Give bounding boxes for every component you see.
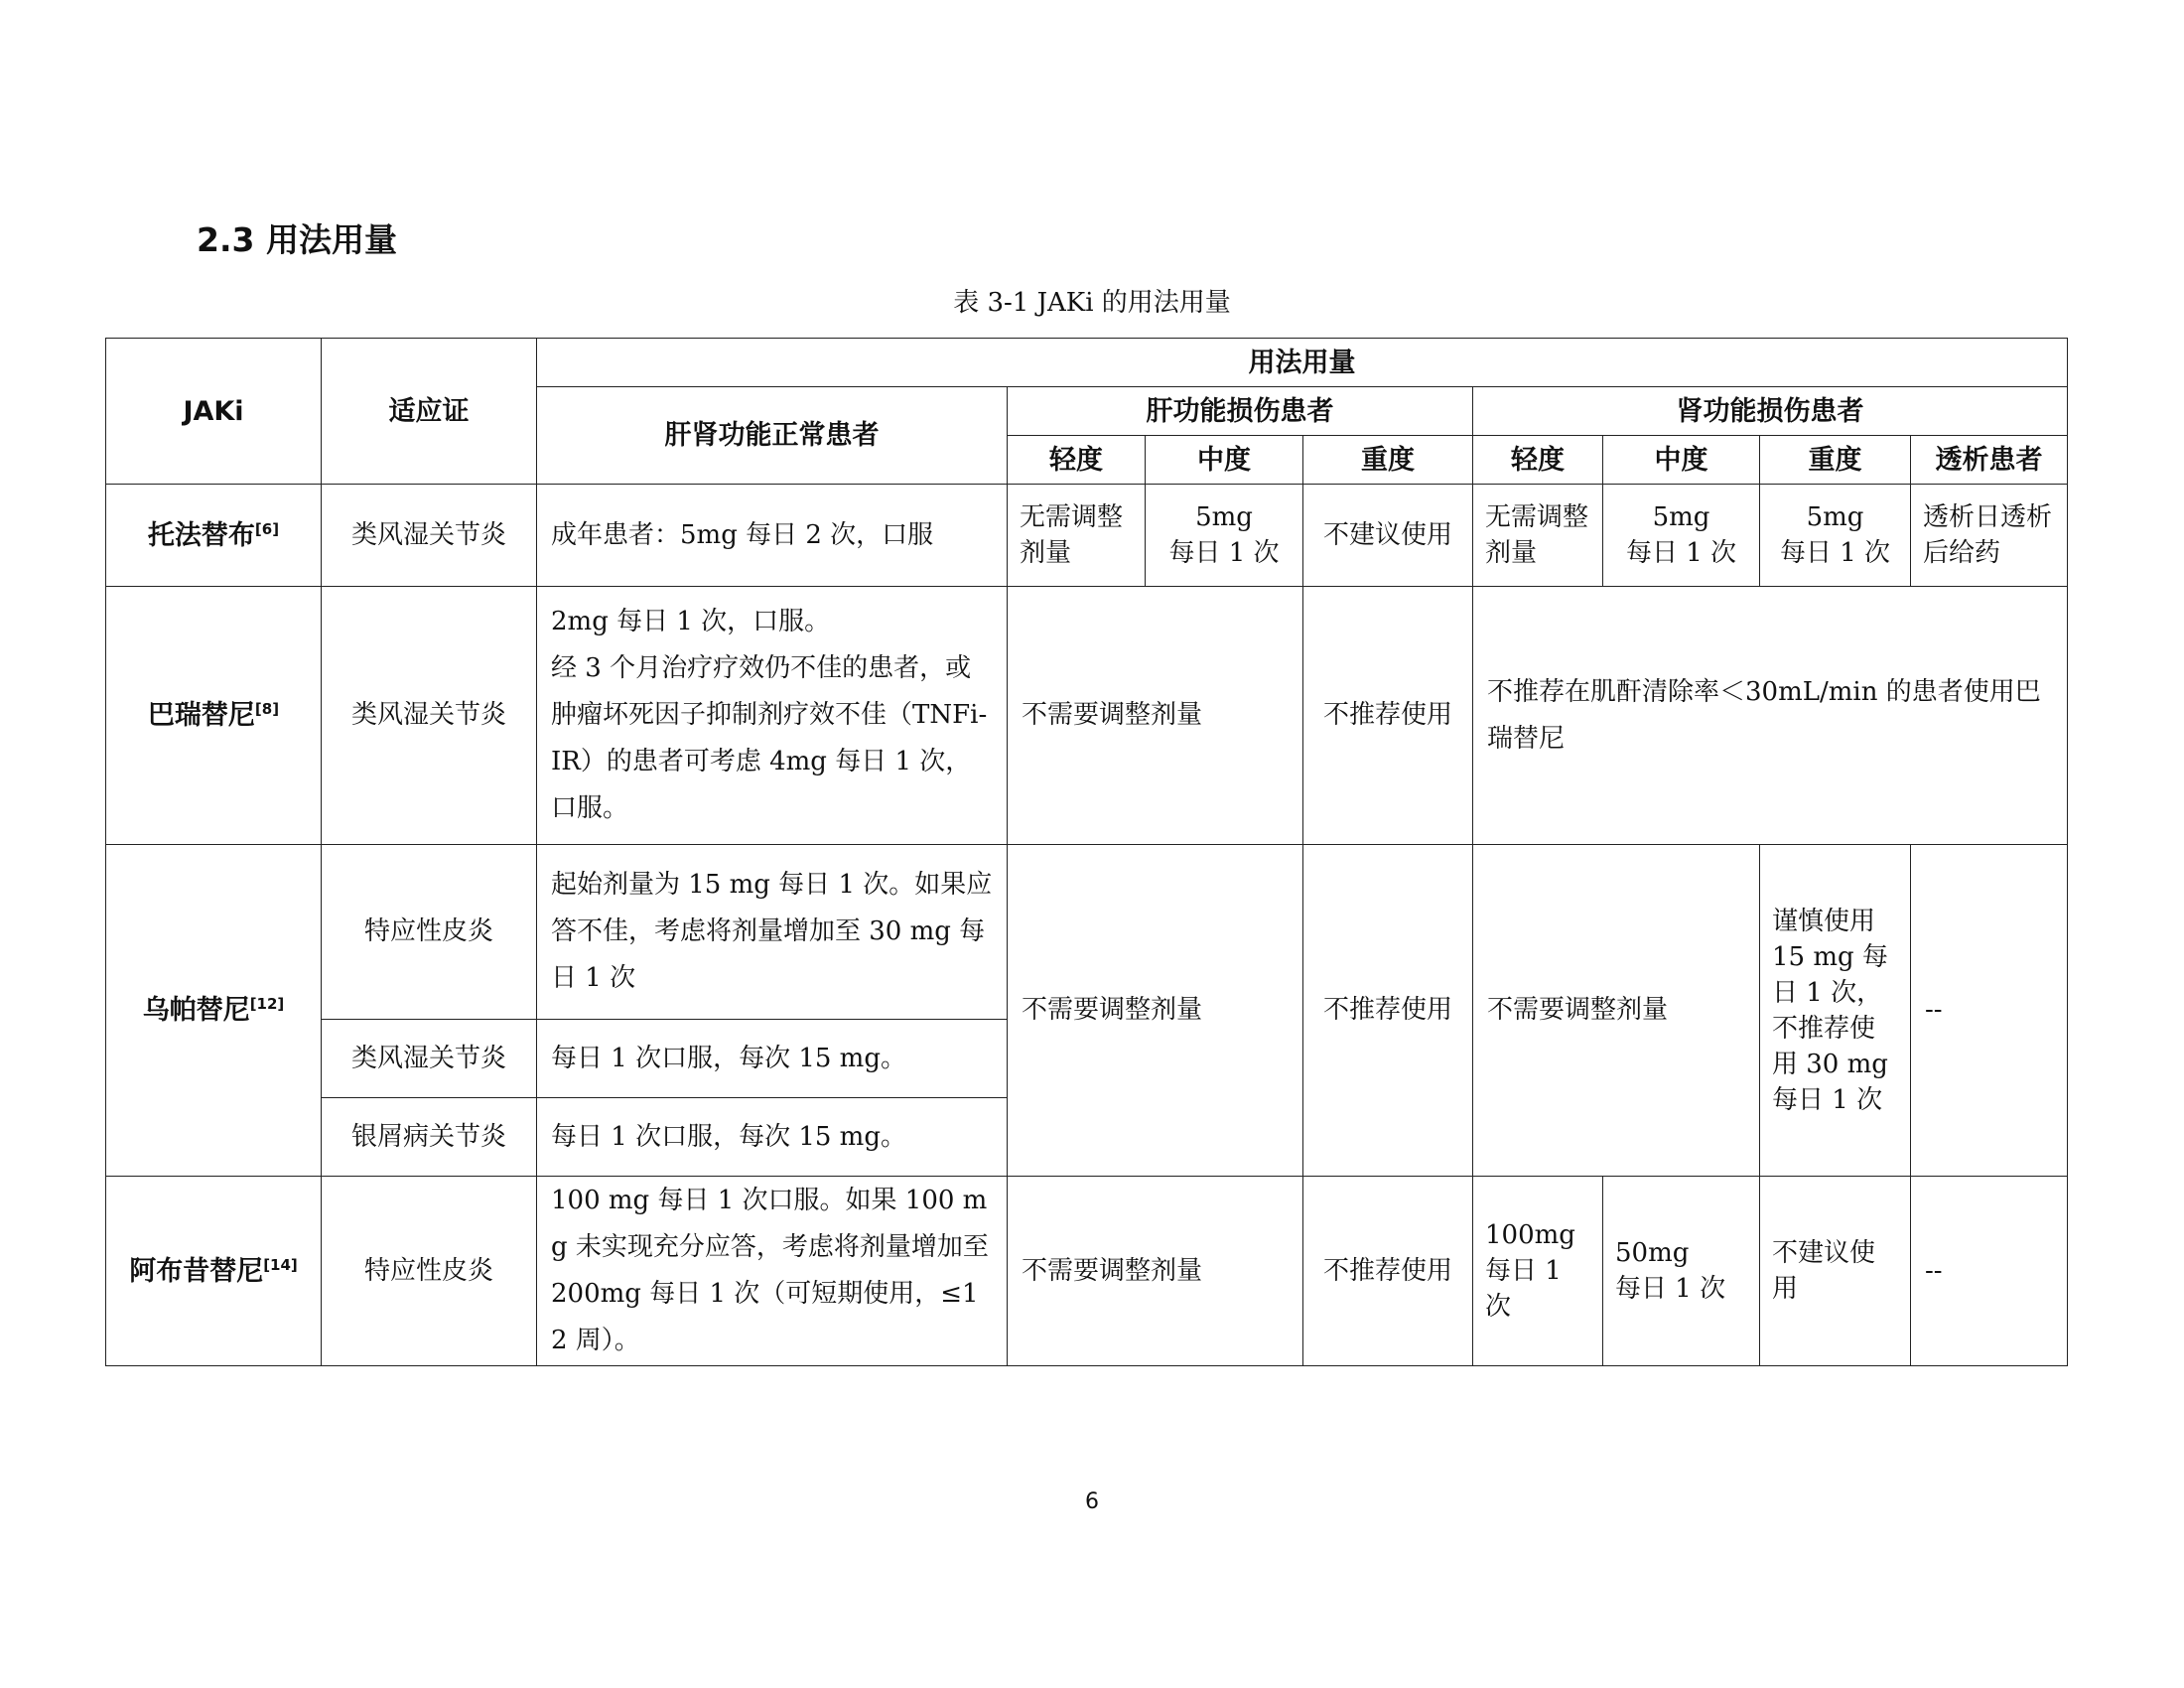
header-renal-mild: 轻度 xyxy=(1473,436,1603,485)
indication-cell: 银屑病关节炎 xyxy=(322,1098,537,1177)
reference: [14] xyxy=(263,1255,298,1274)
normal-dosage-cell: 成年患者：5mg 每日 2 次，口服 xyxy=(537,485,1008,587)
drug-name: 阿布昔替尼[14] xyxy=(106,1177,322,1366)
renal-moderate-cell: 5mg 每日 1 次 xyxy=(1603,485,1760,587)
normal-dosage-cell: 起始剂量为 15 mg 每日 1 次。如果应答不佳，考虑将剂量增加至 30 mg 每日 1 次 xyxy=(537,845,1008,1020)
header-dosage: 用法用量 xyxy=(537,339,2068,387)
header-hepatic-moderate: 中度 xyxy=(1146,436,1303,485)
header-hepatic-severe: 重度 xyxy=(1303,436,1473,485)
renal-severe-cell: 5mg 每日 1 次 xyxy=(1760,485,1911,587)
drug-name: 乌帕替尼[12] xyxy=(106,845,322,1177)
table-row xyxy=(106,845,2068,1020)
reference: [8] xyxy=(254,700,280,718)
normal-dosage-cell: 每日 1 次口服，每次 15 mg。 xyxy=(537,1020,1008,1098)
hepatic-severe-cell: 不推荐使用 xyxy=(1303,587,1473,845)
table-row xyxy=(106,1177,2068,1366)
renal-severe-cell: 不建议使用 xyxy=(1760,1177,1911,1366)
normal-dosage-cell: 100 mg 每日 1 次口服。如果 100 mg 未实现充分应答，考虑将剂量增加至 200mg 每日 1 次（可短期使用，≤12 周）。 xyxy=(537,1177,1008,1366)
indication-cell: 类风湿关节炎 xyxy=(322,1020,537,1098)
dialysis-cell: -- xyxy=(1911,845,2068,1177)
indication-cell: 类风湿关节炎 xyxy=(322,587,537,845)
header-hepatic-mild: 轻度 xyxy=(1008,436,1146,485)
reference: [12] xyxy=(249,995,285,1013)
renal-severe-cell: 谨慎使用 15 mg 每日 1 次，不推荐使用 30 mg 每日 1 次 xyxy=(1760,845,1911,1177)
hepatic-mild-moderate-cell: 不需要调整剂量 xyxy=(1008,1177,1303,1366)
header-dialysis: 透析患者 xyxy=(1911,436,2068,485)
renal-moderate-cell: 50mg 每日 1 次 xyxy=(1603,1177,1760,1366)
section-title: 2.3 用法用量 xyxy=(197,220,397,259)
hepatic-mild-moderate-cell: 不需要调整剂量 xyxy=(1008,587,1303,845)
hepatic-mild-cell: 无需调整剂量 xyxy=(1008,485,1146,587)
reference: [6] xyxy=(254,519,280,538)
renal-mild-moderate-cell: 不需要调整剂量 xyxy=(1473,845,1760,1177)
hepatic-severe-cell: 不推荐使用 xyxy=(1303,845,1473,1177)
hepatic-severe-cell: 不建议使用 xyxy=(1303,485,1473,587)
dialysis-cell: 透析日透析后给药 xyxy=(1911,485,2068,587)
header-indication: 适应证 xyxy=(322,339,537,485)
page-number: 6 xyxy=(1085,1489,1099,1514)
header-normal: 肝肾功能正常患者 xyxy=(537,387,1008,485)
header-renal-severe: 重度 xyxy=(1760,436,1911,485)
header-jaki: JAKi xyxy=(106,339,322,485)
table-row xyxy=(106,485,2068,587)
table-row xyxy=(106,587,2068,845)
renal-mild-cell: 无需调整剂量 xyxy=(1473,485,1603,587)
header-renal: 肾功能损伤患者 xyxy=(1473,387,2068,436)
normal-dosage-cell: 每日 1 次口服，每次 15 mg。 xyxy=(537,1098,1008,1177)
indication-cell: 特应性皮炎 xyxy=(322,1177,537,1366)
header-hepatic: 肝功能损伤患者 xyxy=(1008,387,1473,436)
hepatic-severe-cell: 不推荐使用 xyxy=(1303,1177,1473,1366)
renal-cell: 不推荐在肌酐清除率＜30mL/min 的患者使用巴瑞替尼 xyxy=(1473,587,2068,845)
table-caption: 表 3-1 JAKi 的用法用量 xyxy=(953,288,1231,318)
indication-cell: 特应性皮炎 xyxy=(322,845,537,1020)
hepatic-mild-moderate-cell: 不需要调整剂量 xyxy=(1008,845,1303,1177)
normal-dosage-cell: 2mg 每日 1 次，口服。 经 3 个月治疗疗效仍不佳的患者，或肿瘤坏死因子抑制剂疗效不佳（TNFi-IR）的患者可考虑 4mg 每日 1 次，口服。 xyxy=(537,587,1008,845)
header-renal-moderate: 中度 xyxy=(1603,436,1760,485)
indication-cell: 类风湿关节炎 xyxy=(322,485,537,587)
dialysis-cell: -- xyxy=(1911,1177,2068,1366)
hepatic-moderate-cell: 5mg 每日 1 次 xyxy=(1146,485,1303,587)
renal-mild-cell: 100mg 每日 1 次 xyxy=(1473,1177,1603,1366)
drug-name: 巴瑞替尼[8] xyxy=(106,587,322,845)
drug-name: 托法替布[6] xyxy=(106,485,322,587)
dosage-table xyxy=(105,338,2068,1366)
